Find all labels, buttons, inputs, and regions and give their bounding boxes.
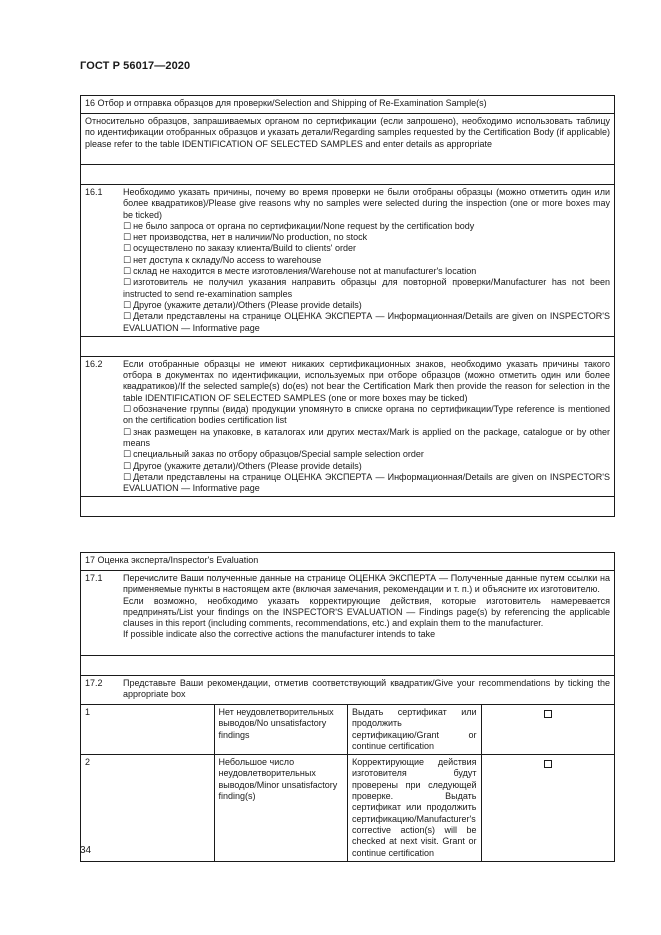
- option-label: изготовитель не получил указания направить образцы для повторной проверки/Manufacturer has not been instructed to send re-examination samples: [123, 277, 610, 299]
- section-17-table: [80, 552, 615, 862]
- row-number: 2: [81, 755, 215, 862]
- item-line: Если возможно, необходимо указать корректирующие действия, которые изготовитель намеревается предпринять/List your findings on the INSPECTOR'S EVALUATION — Findings page(s) by referencing the applicable clauses in this report (including comments, recommendations, etc.) and explain them to the manufacturer.: [123, 595, 610, 629]
- document-header: ГОСТ Р 56017—2020: [80, 60, 191, 72]
- option-label: обозначение группы (вида) продукции упомянуто в списке органа по сертификации/Type reference is mentioned on the certification bodies certification list: [123, 404, 610, 426]
- checkbox-option[interactable]: [123, 449, 610, 460]
- checkbox[interactable]: [544, 760, 552, 768]
- item-text: Необходимо указать причины, почему во время проверки не были отобраны образцы (можно отметить один или более квадратиков)/Please give reasons why no samples were selected during the inspection (one or more boxes may be ticked): [123, 187, 610, 220]
- checkbox-option[interactable]: [123, 472, 610, 495]
- item-line: If possible indicate also the corrective actions the manufacturer intends to take: [123, 629, 436, 640]
- item-16-2: [81, 356, 615, 497]
- page-number: 34: [80, 845, 92, 856]
- checkbox-icon[interactable]: ☐: [123, 449, 132, 460]
- checkbox-option[interactable]: [123, 277, 610, 300]
- section-16-intro: Относительно образцов, запрашиваемых органом по сертификации (если запрошено), необходимо использовать таблицу по идентификации отобранных образцов и указать детали/Regarding samples requested by the Certification Body (if applicable) please refer to the table IDENTIFICATION OF SELECTED SAMPLES and enter details as appropriate: [81, 114, 615, 165]
- recommendation-cell: Корректирующие действия изготовителя будут проверены при следующей проверке. Выдать сертификат или продолжить сертификацию/Manufacturer's corrective action(s) will be checked at next visit. Grant or continue certification: [348, 755, 482, 862]
- option-label: знак размещен на упаковке, в каталогах или других местах/Mark is applied on the package, catalogue or by other means: [123, 426, 610, 448]
- checkbox-option[interactable]: [123, 311, 610, 334]
- checkbox-option[interactable]: [123, 461, 610, 472]
- section-16-table: [80, 95, 615, 517]
- checkbox-cell: [481, 705, 615, 755]
- checkbox-option[interactable]: [123, 404, 610, 427]
- recommendation-row: [81, 755, 615, 862]
- finding-cell: Небольшое число неудовлетворительных выводов/Minor unsatisfactory finding(s): [214, 755, 348, 862]
- recommendation-row: [81, 705, 615, 755]
- checkbox-option[interactable]: [123, 221, 610, 232]
- option-label: нет производства, нет в наличии/No production, no stock: [133, 232, 368, 243]
- checkbox[interactable]: [544, 710, 552, 718]
- item-17-2: [81, 676, 615, 705]
- checkbox-icon[interactable]: ☐: [123, 266, 132, 277]
- empty-row: [81, 497, 615, 517]
- checkbox-option[interactable]: [123, 255, 610, 266]
- checkbox-icon[interactable]: ☐: [123, 460, 132, 471]
- item-16-1: [81, 185, 615, 337]
- item-line: Перечислите Ваши полученные данные на странице ОЦЕНКА ЭКСПЕРТА — Полученные данные путем ссылки на применяемые пункты в настоящем акте (включая замечания, рекомендации и т. п.) и объясните их изготовителю.: [123, 573, 610, 595]
- empty-row: [81, 656, 615, 676]
- checkbox-option[interactable]: [123, 427, 610, 450]
- recommendation-cell: Выдать сертификат или продолжить сертификацию/Grant or continue certification: [348, 705, 482, 755]
- checkbox-icon[interactable]: ☐: [123, 299, 132, 310]
- checkbox-icon[interactable]: ☐: [123, 254, 132, 265]
- option-list: [123, 221, 610, 334]
- option-label: нет доступа к складу/No access to warehouse: [133, 254, 322, 265]
- checkbox-icon[interactable]: ☐: [123, 404, 132, 415]
- checkbox-icon[interactable]: ☐: [123, 426, 132, 437]
- option-label: специальный заказ по отбору образцов/Special sample selection order: [133, 449, 424, 460]
- checkbox-icon[interactable]: ☐: [123, 232, 132, 243]
- row-number: 1: [81, 705, 215, 755]
- checkbox-option[interactable]: [123, 266, 610, 277]
- finding-cell: Нет неудовлетворительных выводов/No unsatisfactory findings: [214, 705, 348, 755]
- empty-row: [81, 336, 615, 356]
- checkbox-icon[interactable]: ☐: [123, 277, 132, 288]
- checkbox-icon[interactable]: ☐: [123, 311, 132, 322]
- checkbox-option[interactable]: [123, 232, 610, 243]
- checkbox-icon[interactable]: ☐: [123, 220, 132, 231]
- checkbox-cell: [481, 755, 615, 862]
- option-list: [123, 404, 610, 494]
- item-number: 17.1: [85, 573, 103, 583]
- checkbox-option[interactable]: [123, 243, 610, 254]
- item-number: 16.1: [85, 187, 103, 197]
- option-label: Детали представлены на странице ОЦЕНКА ЭКСПЕРТА — Информационная/Details are given on INSPECTOR'S EVALUATION — Informative page: [123, 311, 610, 333]
- item-text: Представьте Ваши рекомендации, отметив соответствующий квадратик/Give your recommendations by ticking the appropriate box: [123, 678, 610, 700]
- option-label: осуществлено по заказу клиента/Build to clients' order: [133, 243, 356, 254]
- item-number: 17.2: [85, 678, 103, 688]
- checkbox-icon[interactable]: ☐: [123, 471, 132, 482]
- item-17-1: [81, 571, 615, 656]
- item-number: 16.2: [85, 358, 103, 369]
- item-text: Если отобранные образцы не имеют никаких сертификационных знаков, необходимо указать причины такого отбора в документах по идентификации, используемых при отборе образцов (можно отметить один или более квадратиков)/If the selected sample(s) do(es) not bear the Certification Mark then provide the reason for selection in the table IDENTIFICATION OF SELECTED SAMPLES (one or more boxes may be ticked): [123, 358, 610, 403]
- checkbox-option[interactable]: [123, 300, 610, 311]
- option-label: Другое (укажите детали)/Others (Please provide details): [133, 460, 362, 471]
- option-label: склад не находится в месте изготовления/Warehouse not at manufacturer's location: [133, 266, 477, 277]
- option-label: Другое (укажите детали)/Others (Please provide details): [133, 299, 362, 310]
- option-label: Детали представлены на странице ОЦЕНКА ЭКСПЕРТА — Информационная/Details are given on INSPECTOR'S EVALUATION — Informative page: [123, 471, 610, 494]
- checkbox-icon[interactable]: ☐: [123, 243, 132, 254]
- section-16-title: 16 Отбор и отправка образцов для проверки/Selection and Shipping of Re-Examination Sample(s): [81, 96, 615, 114]
- section-17-title: 17 Оценка эксперта/Inspector's Evaluation: [81, 553, 615, 571]
- empty-row: [81, 165, 615, 185]
- option-label: не было запроса от органа по сертификации/None request by the certification body: [133, 220, 475, 231]
